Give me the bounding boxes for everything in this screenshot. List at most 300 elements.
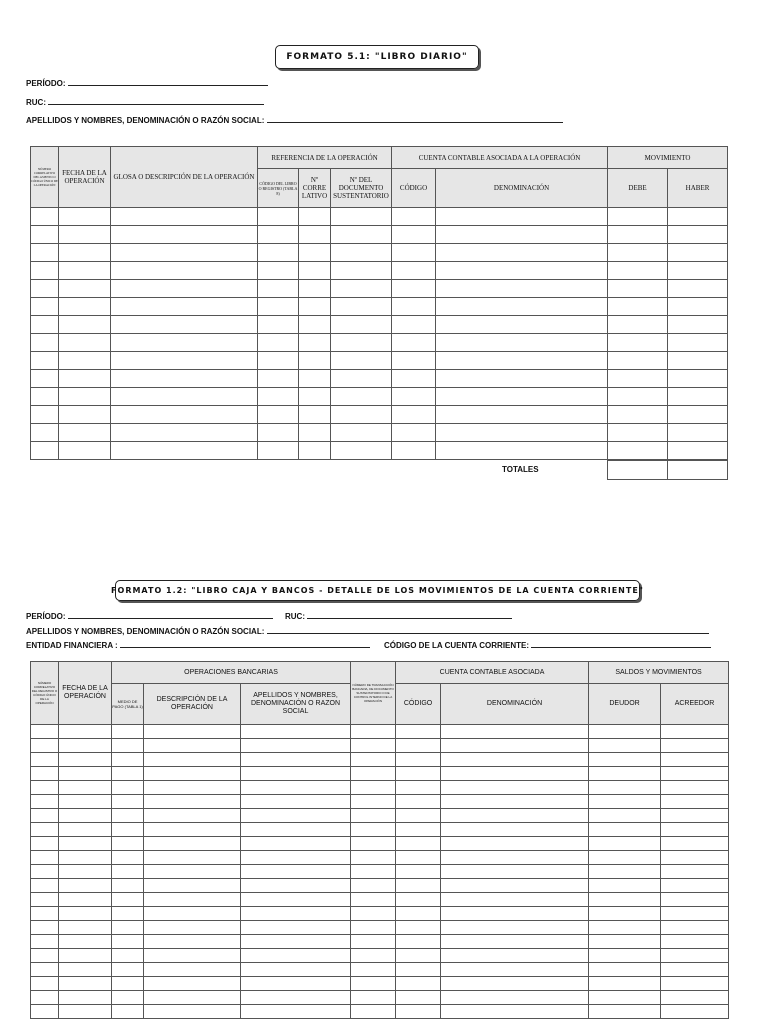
libro-diario-cell[interactable] [111,370,258,388]
libro-diario-cell[interactable] [608,262,668,280]
caja-bancos-cell[interactable] [112,991,144,1005]
libro-diario-cell[interactable] [258,424,299,442]
caja-bancos-cell[interactable] [241,935,351,949]
libro-diario-cell[interactable] [331,280,392,298]
libro-diario-cell[interactable] [331,226,392,244]
caja-bancos-cell[interactable] [396,893,441,907]
libro-diario-cell[interactable] [668,442,728,460]
form2-periodo-field[interactable] [26,610,273,621]
caja-bancos-cell[interactable] [441,935,589,949]
caja-bancos-cell[interactable] [112,767,144,781]
caja-bancos-cell[interactable] [144,739,241,753]
caja-bancos-cell[interactable] [59,921,112,935]
caja-bancos-cell[interactable] [441,823,589,837]
caja-bancos-cell[interactable] [661,837,729,851]
caja-bancos-cell[interactable] [441,739,589,753]
caja-bancos-cell[interactable] [661,739,729,753]
libro-diario-cell[interactable] [299,352,331,370]
libro-diario-cell[interactable] [392,298,436,316]
caja-bancos-cell[interactable] [396,795,441,809]
caja-bancos-cell[interactable] [59,977,112,991]
caja-bancos-cell[interactable] [144,795,241,809]
libro-diario-cell[interactable] [608,226,668,244]
caja-bancos-cell[interactable] [441,893,589,907]
caja-bancos-cell[interactable] [351,921,396,935]
caja-bancos-cell[interactable] [31,795,59,809]
caja-bancos-cell[interactable] [441,865,589,879]
caja-bancos-cell[interactable] [441,949,589,963]
libro-diario-cell[interactable] [668,352,728,370]
libro-diario-cell[interactable] [608,208,668,226]
libro-diario-cell[interactable] [668,226,728,244]
caja-bancos-cell[interactable] [59,935,112,949]
libro-diario-cell[interactable] [668,370,728,388]
libro-diario-cell[interactable] [111,316,258,334]
caja-bancos-cell[interactable] [241,739,351,753]
libro-diario-cell[interactable] [299,316,331,334]
libro-diario-cell[interactable] [608,370,668,388]
caja-bancos-cell[interactable] [441,977,589,991]
libro-diario-cell[interactable] [59,226,111,244]
libro-diario-cell[interactable] [59,280,111,298]
caja-bancos-cell[interactable] [59,949,112,963]
form1-periodo-field[interactable] [26,77,268,88]
caja-bancos-cell[interactable] [441,767,589,781]
libro-diario-cell[interactable] [608,442,668,460]
libro-diario-cell[interactable] [258,334,299,352]
caja-bancos-cell[interactable] [351,809,396,823]
libro-diario-cell[interactable] [392,442,436,460]
libro-diario-cell[interactable] [111,352,258,370]
caja-bancos-cell[interactable] [396,767,441,781]
libro-diario-cell[interactable] [111,280,258,298]
libro-diario-cell[interactable] [436,424,608,442]
caja-bancos-cell[interactable] [441,809,589,823]
caja-bancos-cell[interactable] [396,921,441,935]
libro-diario-cell[interactable] [258,388,299,406]
libro-diario-cell[interactable] [299,280,331,298]
caja-bancos-cell[interactable] [589,879,661,893]
caja-bancos-cell[interactable] [144,977,241,991]
caja-bancos-cell[interactable] [59,1005,112,1019]
form1-ruc-field[interactable] [26,96,264,107]
libro-diario-cell[interactable] [31,424,59,442]
libro-diario-cell[interactable] [436,208,608,226]
caja-bancos-cell[interactable] [661,893,729,907]
libro-diario-cell[interactable] [392,370,436,388]
caja-bancos-cell[interactable] [241,851,351,865]
libro-diario-cell[interactable] [331,352,392,370]
caja-bancos-cell[interactable] [661,781,729,795]
caja-bancos-cell[interactable] [661,795,729,809]
libro-diario-cell[interactable] [258,244,299,262]
caja-bancos-cell[interactable] [351,879,396,893]
libro-diario-cell[interactable] [436,406,608,424]
caja-bancos-cell[interactable] [441,907,589,921]
caja-bancos-cell[interactable] [589,767,661,781]
libro-diario-cell[interactable] [331,388,392,406]
caja-bancos-cell[interactable] [351,949,396,963]
caja-bancos-cell[interactable] [589,823,661,837]
libro-diario-cell[interactable] [392,226,436,244]
caja-bancos-cell[interactable] [661,977,729,991]
libro-diario-cell[interactable] [31,208,59,226]
caja-bancos-cell[interactable] [144,879,241,893]
caja-bancos-cell[interactable] [59,907,112,921]
libro-diario-cell[interactable] [31,244,59,262]
caja-bancos-cell[interactable] [661,879,729,893]
libro-diario-cell[interactable] [31,334,59,352]
caja-bancos-cell[interactable] [241,725,351,739]
caja-bancos-cell[interactable] [59,837,112,851]
libro-diario-cell[interactable] [299,298,331,316]
libro-diario-cell[interactable] [258,352,299,370]
caja-bancos-cell[interactable] [59,795,112,809]
caja-bancos-cell[interactable] [31,907,59,921]
libro-diario-cell[interactable] [436,298,608,316]
form2-entidad-field[interactable] [26,639,370,650]
caja-bancos-cell[interactable] [351,991,396,1005]
caja-bancos-cell[interactable] [31,893,59,907]
caja-bancos-cell[interactable] [396,865,441,879]
libro-diario-cell[interactable] [59,244,111,262]
libro-diario-cell[interactable] [436,226,608,244]
libro-diario-cell[interactable] [258,280,299,298]
libro-diario-cell[interactable] [608,388,668,406]
caja-bancos-cell[interactable] [112,851,144,865]
caja-bancos-cell[interactable] [112,725,144,739]
caja-bancos-cell[interactable] [112,823,144,837]
libro-diario-cell[interactable] [436,334,608,352]
caja-bancos-cell[interactable] [241,753,351,767]
caja-bancos-cell[interactable] [351,739,396,753]
caja-bancos-cell[interactable] [241,1005,351,1019]
caja-bancos-cell[interactable] [351,865,396,879]
caja-bancos-cell[interactable] [59,879,112,893]
form2-codigo-cuenta-field[interactable] [384,639,711,650]
caja-bancos-cell[interactable] [112,935,144,949]
libro-diario-cell[interactable] [392,262,436,280]
caja-bancos-cell[interactable] [351,963,396,977]
caja-bancos-cell[interactable] [661,851,729,865]
caja-bancos-cell[interactable] [59,991,112,1005]
libro-diario-cell[interactable] [299,334,331,352]
libro-diario-cell[interactable] [111,262,258,280]
caja-bancos-cell[interactable] [144,837,241,851]
libro-diario-cell[interactable] [436,388,608,406]
libro-diario-cell[interactable] [608,424,668,442]
libro-diario-cell[interactable] [59,208,111,226]
libro-diario-cell[interactable] [392,352,436,370]
libro-diario-cell[interactable] [668,280,728,298]
caja-bancos-cell[interactable] [441,1005,589,1019]
libro-diario-cell[interactable] [668,424,728,442]
libro-diario-cell[interactable] [258,226,299,244]
libro-diario-cell[interactable] [31,442,59,460]
caja-bancos-cell[interactable] [396,1005,441,1019]
caja-bancos-cell[interactable] [589,795,661,809]
caja-bancos-cell[interactable] [441,795,589,809]
form2-ruc-field[interactable] [285,610,512,621]
libro-diario-cell[interactable] [59,262,111,280]
libro-diario-cell[interactable] [668,244,728,262]
libro-diario-cell[interactable] [392,244,436,262]
caja-bancos-cell[interactable] [31,879,59,893]
caja-bancos-cell[interactable] [241,823,351,837]
caja-bancos-cell[interactable] [396,991,441,1005]
caja-bancos-cell[interactable] [31,991,59,1005]
caja-bancos-cell[interactable] [31,823,59,837]
libro-diario-cell[interactable] [608,316,668,334]
libro-diario-cell[interactable] [111,388,258,406]
caja-bancos-cell[interactable] [241,879,351,893]
libro-diario-cell[interactable] [392,208,436,226]
libro-diario-cell[interactable] [299,244,331,262]
caja-bancos-cell[interactable] [144,963,241,977]
caja-bancos-cell[interactable] [396,837,441,851]
caja-bancos-cell[interactable] [351,1005,396,1019]
caja-bancos-cell[interactable] [241,865,351,879]
caja-bancos-cell[interactable] [661,767,729,781]
caja-bancos-cell[interactable] [241,907,351,921]
caja-bancos-cell[interactable] [144,921,241,935]
form1-apellidos-field[interactable] [26,114,563,125]
caja-bancos-cell[interactable] [241,949,351,963]
libro-diario-cell[interactable] [111,226,258,244]
caja-bancos-cell[interactable] [31,837,59,851]
caja-bancos-cell[interactable] [31,725,59,739]
caja-bancos-cell[interactable] [144,893,241,907]
caja-bancos-cell[interactable] [112,963,144,977]
caja-bancos-cell[interactable] [144,865,241,879]
libro-diario-cell[interactable] [608,244,668,262]
caja-bancos-cell[interactable] [589,725,661,739]
caja-bancos-cell[interactable] [112,949,144,963]
caja-bancos-cell[interactable] [589,809,661,823]
libro-diario-cell[interactable] [668,262,728,280]
libro-diario-cell[interactable] [299,442,331,460]
caja-bancos-cell[interactable] [589,781,661,795]
caja-bancos-cell[interactable] [661,823,729,837]
caja-bancos-cell[interactable] [112,977,144,991]
caja-bancos-cell[interactable] [396,949,441,963]
caja-bancos-cell[interactable] [441,753,589,767]
caja-bancos-cell[interactable] [112,1005,144,1019]
caja-bancos-cell[interactable] [31,851,59,865]
caja-bancos-cell[interactable] [589,865,661,879]
libro-diario-cell[interactable] [436,244,608,262]
caja-bancos-cell[interactable] [112,795,144,809]
caja-bancos-cell[interactable] [396,739,441,753]
caja-bancos-cell[interactable] [112,865,144,879]
caja-bancos-cell[interactable] [441,963,589,977]
caja-bancos-cell[interactable] [589,949,661,963]
caja-bancos-cell[interactable] [396,809,441,823]
libro-diario-cell[interactable] [299,226,331,244]
libro-diario-cell[interactable] [668,406,728,424]
caja-bancos-cell[interactable] [241,963,351,977]
libro-diario-cell[interactable] [436,352,608,370]
libro-diario-cell[interactable] [31,370,59,388]
caja-bancos-cell[interactable] [351,753,396,767]
libro-diario-cell[interactable] [59,406,111,424]
libro-diario-cell[interactable] [668,208,728,226]
caja-bancos-cell[interactable] [59,725,112,739]
libro-diario-cell[interactable] [59,370,111,388]
caja-bancos-cell[interactable] [661,865,729,879]
caja-bancos-cell[interactable] [59,809,112,823]
libro-diario-cell[interactable] [436,280,608,298]
caja-bancos-cell[interactable] [441,837,589,851]
caja-bancos-cell[interactable] [396,823,441,837]
total-haber-cell[interactable] [668,461,728,480]
libro-diario-cell[interactable] [608,280,668,298]
caja-bancos-cell[interactable] [144,991,241,1005]
libro-diario-cell[interactable] [668,334,728,352]
caja-bancos-cell[interactable] [59,767,112,781]
libro-diario-cell[interactable] [668,298,728,316]
caja-bancos-cell[interactable] [661,935,729,949]
libro-diario-cell[interactable] [258,370,299,388]
libro-diario-cell[interactable] [608,352,668,370]
libro-diario-cell[interactable] [436,262,608,280]
caja-bancos-cell[interactable] [441,851,589,865]
caja-bancos-cell[interactable] [241,767,351,781]
libro-diario-cell[interactable] [59,334,111,352]
caja-bancos-cell[interactable] [31,767,59,781]
libro-diario-cell[interactable] [59,424,111,442]
libro-diario-cell[interactable] [31,226,59,244]
libro-diario-cell[interactable] [331,370,392,388]
libro-diario-cell[interactable] [392,406,436,424]
caja-bancos-cell[interactable] [31,935,59,949]
caja-bancos-cell[interactable] [661,809,729,823]
libro-diario-cell[interactable] [31,316,59,334]
libro-diario-cell[interactable] [436,442,608,460]
libro-diario-cell[interactable] [392,316,436,334]
caja-bancos-cell[interactable] [589,921,661,935]
caja-bancos-cell[interactable] [589,907,661,921]
libro-diario-cell[interactable] [31,280,59,298]
caja-bancos-cell[interactable] [589,837,661,851]
caja-bancos-cell[interactable] [31,977,59,991]
caja-bancos-cell[interactable] [661,963,729,977]
libro-diario-cell[interactable] [668,316,728,334]
libro-diario-cell[interactable] [331,334,392,352]
caja-bancos-cell[interactable] [31,739,59,753]
caja-bancos-cell[interactable] [241,837,351,851]
libro-diario-cell[interactable] [299,262,331,280]
caja-bancos-cell[interactable] [441,991,589,1005]
libro-diario-cell[interactable] [258,316,299,334]
caja-bancos-cell[interactable] [241,893,351,907]
libro-diario-cell[interactable] [299,388,331,406]
libro-diario-cell[interactable] [608,406,668,424]
libro-diario-cell[interactable] [59,298,111,316]
caja-bancos-cell[interactable] [144,725,241,739]
libro-diario-cell[interactable] [258,406,299,424]
caja-bancos-cell[interactable] [589,991,661,1005]
caja-bancos-cell[interactable] [589,963,661,977]
libro-diario-cell[interactable] [331,244,392,262]
caja-bancos-cell[interactable] [112,837,144,851]
caja-bancos-cell[interactable] [241,795,351,809]
libro-diario-cell[interactable] [59,388,111,406]
libro-diario-cell[interactable] [331,298,392,316]
caja-bancos-cell[interactable] [396,963,441,977]
caja-bancos-cell[interactable] [59,893,112,907]
libro-diario-cell[interactable] [258,442,299,460]
caja-bancos-cell[interactable] [59,753,112,767]
caja-bancos-cell[interactable] [589,977,661,991]
caja-bancos-cell[interactable] [31,1005,59,1019]
caja-bancos-cell[interactable] [396,879,441,893]
libro-diario-cell[interactable] [258,208,299,226]
caja-bancos-cell[interactable] [589,753,661,767]
caja-bancos-cell[interactable] [31,753,59,767]
caja-bancos-cell[interactable] [396,851,441,865]
caja-bancos-cell[interactable] [351,851,396,865]
libro-diario-cell[interactable] [59,442,111,460]
caja-bancos-cell[interactable] [144,1005,241,1019]
form2-apellidos-field[interactable] [26,625,709,636]
caja-bancos-cell[interactable] [351,725,396,739]
libro-diario-cell[interactable] [299,406,331,424]
caja-bancos-cell[interactable] [144,753,241,767]
caja-bancos-cell[interactable] [112,739,144,753]
libro-diario-cell[interactable] [31,298,59,316]
caja-bancos-cell[interactable] [396,935,441,949]
caja-bancos-cell[interactable] [396,907,441,921]
caja-bancos-cell[interactable] [661,907,729,921]
caja-bancos-cell[interactable] [661,1005,729,1019]
caja-bancos-cell[interactable] [59,851,112,865]
libro-diario-cell[interactable] [299,370,331,388]
caja-bancos-cell[interactable] [31,921,59,935]
libro-diario-cell[interactable] [111,442,258,460]
libro-diario-cell[interactable] [436,370,608,388]
libro-diario-cell[interactable] [31,352,59,370]
caja-bancos-cell[interactable] [396,977,441,991]
libro-diario-cell[interactable] [392,334,436,352]
libro-diario-cell[interactable] [31,262,59,280]
libro-diario-cell[interactable] [668,388,728,406]
caja-bancos-cell[interactable] [351,795,396,809]
libro-diario-cell[interactable] [111,424,258,442]
caja-bancos-cell[interactable] [59,823,112,837]
caja-bancos-cell[interactable] [112,879,144,893]
caja-bancos-cell[interactable] [441,725,589,739]
caja-bancos-cell[interactable] [241,977,351,991]
libro-diario-cell[interactable] [331,406,392,424]
libro-diario-cell[interactable] [331,316,392,334]
caja-bancos-cell[interactable] [241,809,351,823]
libro-diario-cell[interactable] [331,424,392,442]
libro-diario-cell[interactable] [31,406,59,424]
libro-diario-cell[interactable] [392,424,436,442]
caja-bancos-cell[interactable] [31,781,59,795]
caja-bancos-cell[interactable] [589,739,661,753]
libro-diario-cell[interactable] [111,208,258,226]
caja-bancos-cell[interactable] [351,837,396,851]
caja-bancos-cell[interactable] [351,893,396,907]
caja-bancos-cell[interactable] [241,991,351,1005]
libro-diario-cell[interactable] [436,316,608,334]
caja-bancos-cell[interactable] [31,809,59,823]
caja-bancos-cell[interactable] [241,781,351,795]
caja-bancos-cell[interactable] [144,949,241,963]
caja-bancos-cell[interactable] [112,893,144,907]
